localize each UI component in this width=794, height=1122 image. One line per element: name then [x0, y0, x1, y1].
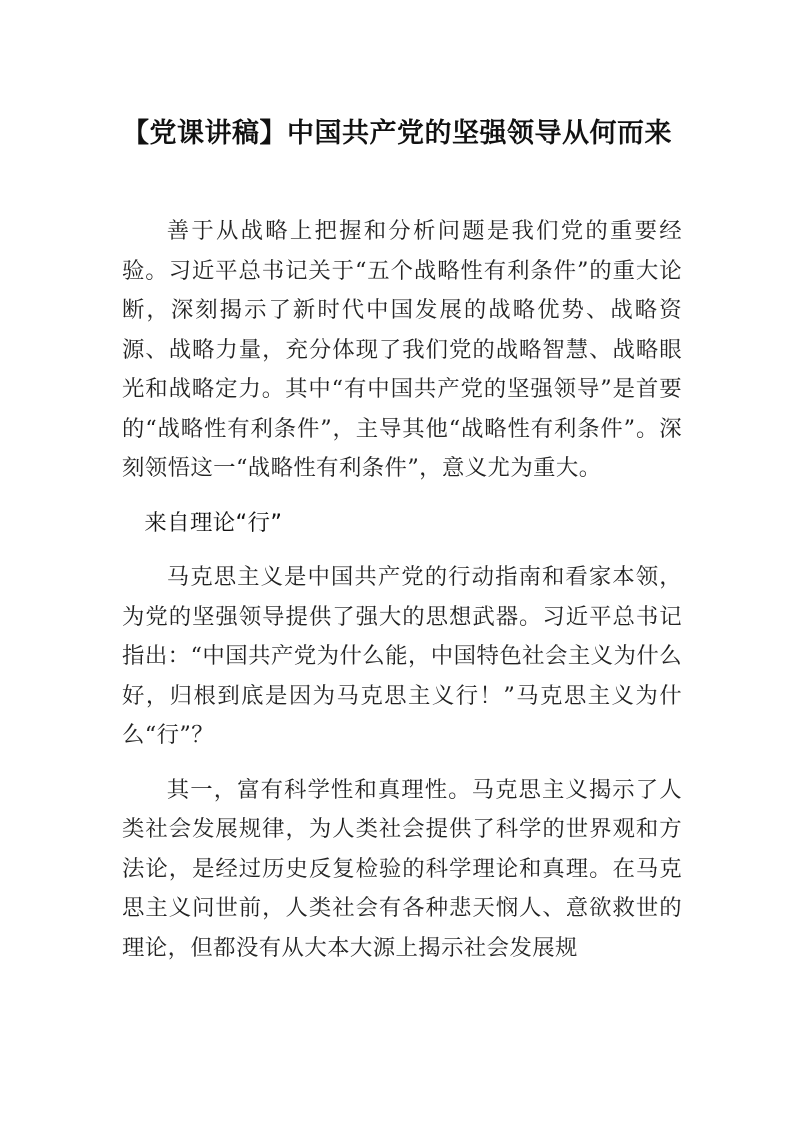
paragraph-intro: 善于从战略上把握和分析问题是我们党的重要经验。习近平总书记关于“五个战略性有利条件”的重大论断，深刻揭示了新时代中国发展的战略优势、战略资源、战略力量，充分体现了我们党的战略智慧、战略眼光和战略定力。其中“有中国共产党的坚强领导”是首要的“战略性有利条件”，主导其他“战略性有利条件”。深刻领悟这一“战略性有利条件”，意义尤为重大。: [122, 218, 682, 481]
document-body: [122, 212, 682, 983]
section-heading: 来自理论“行”: [144, 509, 283, 536]
paragraph-point-one: 其一，富有科学性和真理性。马克思主义揭示了人类社会发展规律，为人类社会提供了科学的世界观和方法论，是经过历史反复检验的科学理论和真理。在马克思主义问世前，人类社会有各种悲天悯人、意欲救世的理论，但都没有从大本大源上揭示社会发展规: [122, 776, 682, 961]
paragraph-marxism: 马克思主义是中国共产党的行动指南和看家本领，为党的坚强领导提供了强大的思想武器。习近平总书记指出：“中国共产党为什么能，中国特色社会主义为什么好，归根到底是因为马克思主义行！”马克思主义为什么“行”？: [122, 564, 682, 748]
document-title: 【党课讲稿】中国共产党的坚强领导从何而来: [122, 118, 672, 149]
